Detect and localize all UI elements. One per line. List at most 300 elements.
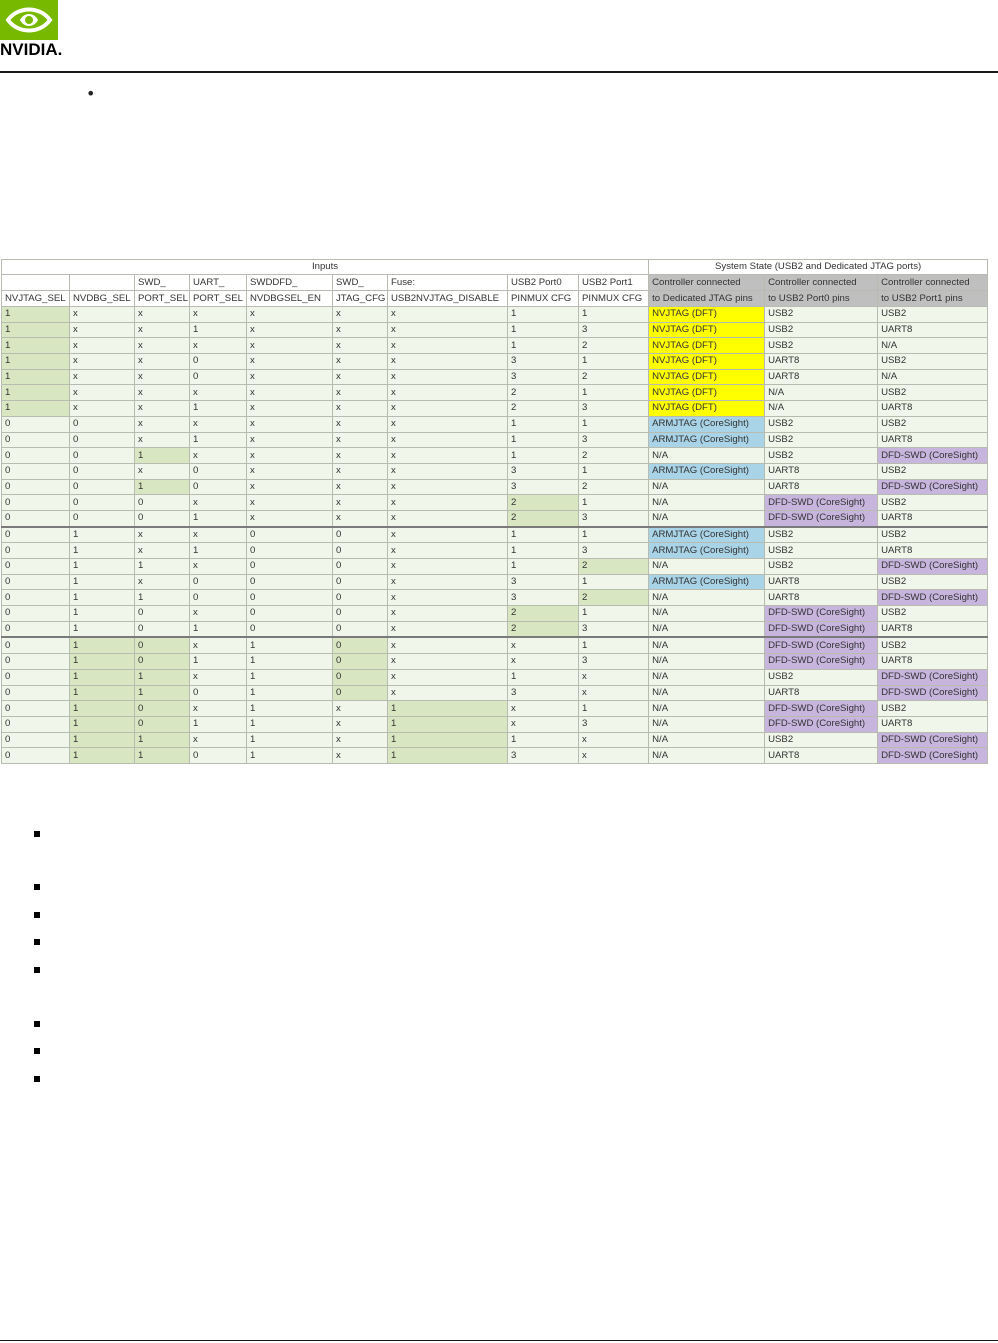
table-cell: x [333,732,388,748]
table-cell: x [70,307,135,323]
table-cell: x [135,354,190,370]
table-cell: USB2 [878,527,988,543]
table-cell: x [333,416,388,432]
table-cell: x [247,369,333,385]
table-cell: 1 [508,432,579,448]
table-cell: DFD-SWD (CoreSight) [765,621,878,637]
column-header: to USB2 Port0 pins [765,291,878,307]
table-cell: 1 [388,701,508,717]
table-cell: 3 [579,654,649,670]
table-cell: 0 [135,701,190,717]
table-cell: ARMJTAG (CoreSight) [649,432,765,448]
table-cell: N/A [649,748,765,764]
table-cell: USB2 [765,527,878,543]
table-cell: 0 [190,369,247,385]
table-cell: 0 [135,510,190,526]
table-cell: 1 [190,510,247,526]
table-cell: x [388,669,508,685]
table-cell: N/A [649,559,765,575]
table-cell: 1 [508,559,579,575]
bullet-square [34,1048,40,1054]
table-cell: 0 [190,685,247,701]
table-cell: USB2 [878,385,988,401]
table-cell: 1 [247,685,333,701]
table-cell: ARMJTAG (CoreSight) [649,543,765,559]
bullet-square [34,884,40,890]
table-cell: 0 [2,495,70,511]
table-cell: N/A [649,685,765,701]
table-row [2,354,988,370]
table-row [2,654,988,670]
table-cell: 1 [135,448,190,464]
table-cell: x [388,590,508,606]
table-cell: x [190,448,247,464]
footer-rule [0,1340,998,1341]
table-cell: 1 [2,369,70,385]
table-cell: x [333,354,388,370]
table-cell: UART8 [878,432,988,448]
table-cell: x [388,354,508,370]
table-cell: x [388,510,508,526]
table-cell: USB2 [765,416,878,432]
column-header: USB2 Port1 [579,275,649,291]
table-cell: 3 [579,510,649,526]
table-cell: 0 [2,685,70,701]
table-cell: x [135,463,190,479]
table-cell: 1 [388,732,508,748]
table-cell: x [135,307,190,323]
table-cell: x [135,338,190,354]
table-cell: 2 [508,385,579,401]
table-cell: UART8 [765,574,878,590]
table-cell: x [333,401,388,417]
table-row [2,495,988,511]
table-cell: 1 [579,354,649,370]
table-cell: 2 [508,606,579,622]
column-header: PORT_SEL [135,291,190,307]
table-cell: x [388,606,508,622]
table-cell: x [333,448,388,464]
table-cell: x [333,716,388,732]
table-cell: 0 [190,590,247,606]
table-cell: 0 [135,716,190,732]
table-cell: x [388,416,508,432]
table-cell: UART8 [878,322,988,338]
table-cell: x [388,574,508,590]
table-cell: N/A [649,590,765,606]
bullet-square [34,967,40,973]
table-cell: USB2 [878,701,988,717]
table-cell: 1 [135,748,190,764]
table-cell: x [70,385,135,401]
table-cell: UART8 [765,463,878,479]
table-cell: 3 [579,432,649,448]
table-cell: ARMJTAG (CoreSight) [649,527,765,543]
table-cell: USB2 [878,307,988,323]
table-cell: USB2 [765,448,878,464]
table-cell: 1 [135,479,190,495]
table-cell: 3 [508,574,579,590]
table-cell: 1 [70,685,135,701]
table-cell: 2 [508,401,579,417]
table-row [2,669,988,685]
table-cell: 1 [579,574,649,590]
table-cell: ARMJTAG (CoreSight) [649,463,765,479]
table-cell: 0 [333,637,388,653]
table-cell: x [247,322,333,338]
table-cell: 0 [247,621,333,637]
column-header: to Dedicated JTAG pins [649,291,765,307]
table-cell: x [247,432,333,448]
table-row [2,463,988,479]
bullet-dot: • [86,84,96,103]
table-cell: 1 [70,748,135,764]
table-cell: x [388,448,508,464]
table-cell: DFD-SWD (CoreSight) [878,669,988,685]
table-cell: 3 [508,463,579,479]
table-cell: USB2 [878,606,988,622]
table-cell: 3 [579,401,649,417]
table-cell: x [333,479,388,495]
table-cell: x [579,748,649,764]
table-cell: N/A [649,716,765,732]
table-cell: 3 [508,685,579,701]
column-header: Fuse: [388,275,508,291]
table-cell: UART8 [878,543,988,559]
table-cell: 0 [135,621,190,637]
table-cell: x [190,606,247,622]
table-row [2,322,988,338]
bullet-square [34,912,40,918]
table-cell: 1 [135,559,190,575]
table-cell: x [388,401,508,417]
column-header: SWD_ [135,275,190,291]
table-row [2,621,988,637]
header-rule [0,71,998,73]
table-cell: 0 [2,510,70,526]
table-cell: N/A [649,621,765,637]
table-cell: NVJTAG (DFT) [649,369,765,385]
table-cell: 0 [247,574,333,590]
table-cell: 0 [2,654,70,670]
table-row [2,385,988,401]
table-cell: UART8 [765,748,878,764]
table-cell: 0 [2,432,70,448]
table-cell: 2 [579,559,649,575]
table-cell: 0 [70,463,135,479]
table-cell: USB2 [765,338,878,354]
table-cell: x [135,401,190,417]
table-cell: 1 [2,401,70,417]
table-cell: 1 [247,701,333,717]
table-cell: x [388,369,508,385]
table-cell: 1 [579,495,649,511]
column-header: PORT_SEL [190,291,247,307]
table-cell: x [508,701,579,717]
table-cell: N/A [878,338,988,354]
table-cell: 0 [2,416,70,432]
table-cell: x [190,385,247,401]
table-cell: USB2 [765,307,878,323]
table-cell: 0 [2,574,70,590]
table-cell: 0 [2,732,70,748]
table-cell: USB2 [765,432,878,448]
table-cell: x [333,369,388,385]
column-header: NVDBGSEL_EN [247,291,333,307]
table-cell: 1 [579,307,649,323]
table-cell: 0 [190,479,247,495]
table-cell: NVJTAG (DFT) [649,385,765,401]
table-cell: 1 [508,338,579,354]
table-cell: N/A [649,654,765,670]
table-cell: 2 [508,621,579,637]
table-row [2,590,988,606]
table-row [2,637,988,653]
table-cell: 0 [333,527,388,543]
table-row [2,338,988,354]
system-state-group-header: System State (USB2 and Dedicated JTAG ports) [649,260,988,275]
table-row [2,716,988,732]
table-cell: 0 [247,590,333,606]
table-cell: 1 [70,669,135,685]
table-cell: 0 [333,574,388,590]
table-cell: 2 [579,338,649,354]
table-cell: 0 [333,559,388,575]
table-cell: x [388,543,508,559]
table-cell: 1 [70,637,135,653]
table-cell: DFD-SWD (CoreSight) [878,748,988,764]
table-cell: 1 [508,416,579,432]
table-cell: 1 [70,590,135,606]
table-cell: N/A [649,479,765,495]
table-row [2,432,988,448]
nvidia-logo [0,0,82,62]
table-cell: x [70,322,135,338]
table-row [2,510,988,526]
table-cell: x [70,401,135,417]
table-cell: 0 [2,701,70,717]
table-cell: DFD-SWD (CoreSight) [765,606,878,622]
table-cell: x [247,495,333,511]
table-cell: N/A [649,701,765,717]
table-cell: 1 [579,527,649,543]
table-cell: 0 [2,527,70,543]
table-cell: NVJTAG (DFT) [649,354,765,370]
table-cell: x [508,716,579,732]
table-cell: x [190,527,247,543]
table-cell: 1 [247,732,333,748]
table-cell: 0 [70,432,135,448]
table-cell: x [135,322,190,338]
table-cell: N/A [649,495,765,511]
table-row [2,527,988,543]
inputs-group-header: Inputs [2,260,649,275]
table-cell: 2 [508,495,579,511]
table-cell: USB2 [878,637,988,653]
table-row [2,685,988,701]
table-row [2,574,988,590]
bullet-square [34,1021,40,1027]
table-row [2,416,988,432]
table-cell: ARMJTAG (CoreSight) [649,416,765,432]
table-cell: 3 [508,748,579,764]
bullet-square [34,1076,40,1082]
table-cell: x [388,621,508,637]
table-cell: 0 [333,543,388,559]
table-cell: 0 [2,543,70,559]
table-cell: x [247,510,333,526]
table-cell: 3 [579,716,649,732]
table-cell: 3 [508,369,579,385]
table-cell: UART8 [765,590,878,606]
table-row [2,701,988,717]
table-cell: NVJTAG (DFT) [649,307,765,323]
table-cell: 3 [508,479,579,495]
table-cell: x [135,416,190,432]
table-cell: x [135,385,190,401]
table-row [2,559,988,575]
table-cell: 2 [508,510,579,526]
column-header [70,275,135,291]
column-header: JTAG_CFG [333,291,388,307]
table-cell: 1 [70,606,135,622]
table-cell: 1 [190,432,247,448]
table-cell: x [135,369,190,385]
table-cell: UART8 [878,621,988,637]
table-cell: N/A [649,669,765,685]
table-cell: x [190,701,247,717]
table-cell: x [388,385,508,401]
table-cell: 0 [2,637,70,653]
table-cell: NVJTAG (DFT) [649,322,765,338]
table-cell: USB2 [765,669,878,685]
table-cell: USB2 [765,732,878,748]
table-cell: 0 [333,685,388,701]
table-cell: x [388,432,508,448]
table-cell: N/A [649,606,765,622]
table-cell: 3 [508,590,579,606]
table-cell: 1 [70,701,135,717]
column-header: UART_ [190,275,247,291]
table-cell: x [190,495,247,511]
table-cell: 1 [508,732,579,748]
table-cell: 1 [70,543,135,559]
table-cell: x [333,307,388,323]
table-cell: 1 [247,716,333,732]
table-cell: 0 [2,606,70,622]
table-cell: x [70,338,135,354]
table-row [2,479,988,495]
bullet-square [34,831,40,837]
table-cell: 1 [247,748,333,764]
table-cell: 0 [333,654,388,670]
table-cell: 0 [70,479,135,495]
table-cell: x [247,354,333,370]
table-cell: DFD-SWD (CoreSight) [878,479,988,495]
table-cell: 0 [2,590,70,606]
table-cell: 1 [508,527,579,543]
table-cell: N/A [649,732,765,748]
table-cell: x [388,527,508,543]
table-cell: 0 [2,448,70,464]
table-cell: 0 [135,606,190,622]
table-cell: x [333,701,388,717]
table-cell: 0 [247,527,333,543]
column-header: to USB2 Port1 pins [878,291,988,307]
table-cell: DFD-SWD (CoreSight) [878,732,988,748]
column-header: Controller connected [649,275,765,291]
table-cell: 1 [579,385,649,401]
column-header [2,275,70,291]
column-header: PINMUX CFG [579,291,649,307]
table-cell: 1 [2,322,70,338]
table-cell: x [333,463,388,479]
table-cell: x [333,385,388,401]
debug-config-table [1,259,988,764]
table-cell: 1 [135,732,190,748]
table-cell: x [190,637,247,653]
table-cell: x [190,559,247,575]
table-cell: DFD-SWD (CoreSight) [878,559,988,575]
table-cell: 0 [70,448,135,464]
table-cell: x [247,307,333,323]
column-header: SWDDFD_ [247,275,333,291]
table-cell: USB2 [878,416,988,432]
table-cell: 0 [190,463,247,479]
table-cell: N/A [765,385,878,401]
table-cell: x [333,338,388,354]
table-cell: 1 [579,416,649,432]
table-cell: 1 [388,748,508,764]
table-cell: DFD-SWD (CoreSight) [765,701,878,717]
table-cell: 0 [2,463,70,479]
table-cell: N/A [649,637,765,653]
column-header: Controller connected [878,275,988,291]
table-cell: UART8 [878,510,988,526]
table-cell: 2 [579,590,649,606]
table-cell: 0 [190,748,247,764]
column-header: NVJTAG_SEL [2,291,70,307]
table-cell: x [388,479,508,495]
column-header: SWD_ [333,275,388,291]
table-cell: 2 [579,479,649,495]
table-cell: DFD-SWD (CoreSight) [878,685,988,701]
table-cell: 1 [579,637,649,653]
column-header: USB2 Port0 [508,275,579,291]
table-cell: 0 [333,606,388,622]
table-cell: 1 [70,621,135,637]
table-cell: 0 [2,669,70,685]
table-cell: x [190,307,247,323]
table-cell: x [190,416,247,432]
table-cell: 0 [333,621,388,637]
table-cell: x [333,322,388,338]
table-cell: x [70,354,135,370]
table-cell: x [579,669,649,685]
table-cell: x [135,574,190,590]
table-cell: 1 [2,338,70,354]
table-row [2,307,988,323]
table-cell: NVJTAG (DFT) [649,401,765,417]
table-cell: 1 [70,716,135,732]
table-cell: x [388,685,508,701]
table-cell: 1 [247,669,333,685]
table-cell: 3 [579,621,649,637]
table-cell: 1 [70,559,135,575]
table-cell: x [135,543,190,559]
table-cell: USB2 [765,322,878,338]
table-cell: 1 [579,606,649,622]
